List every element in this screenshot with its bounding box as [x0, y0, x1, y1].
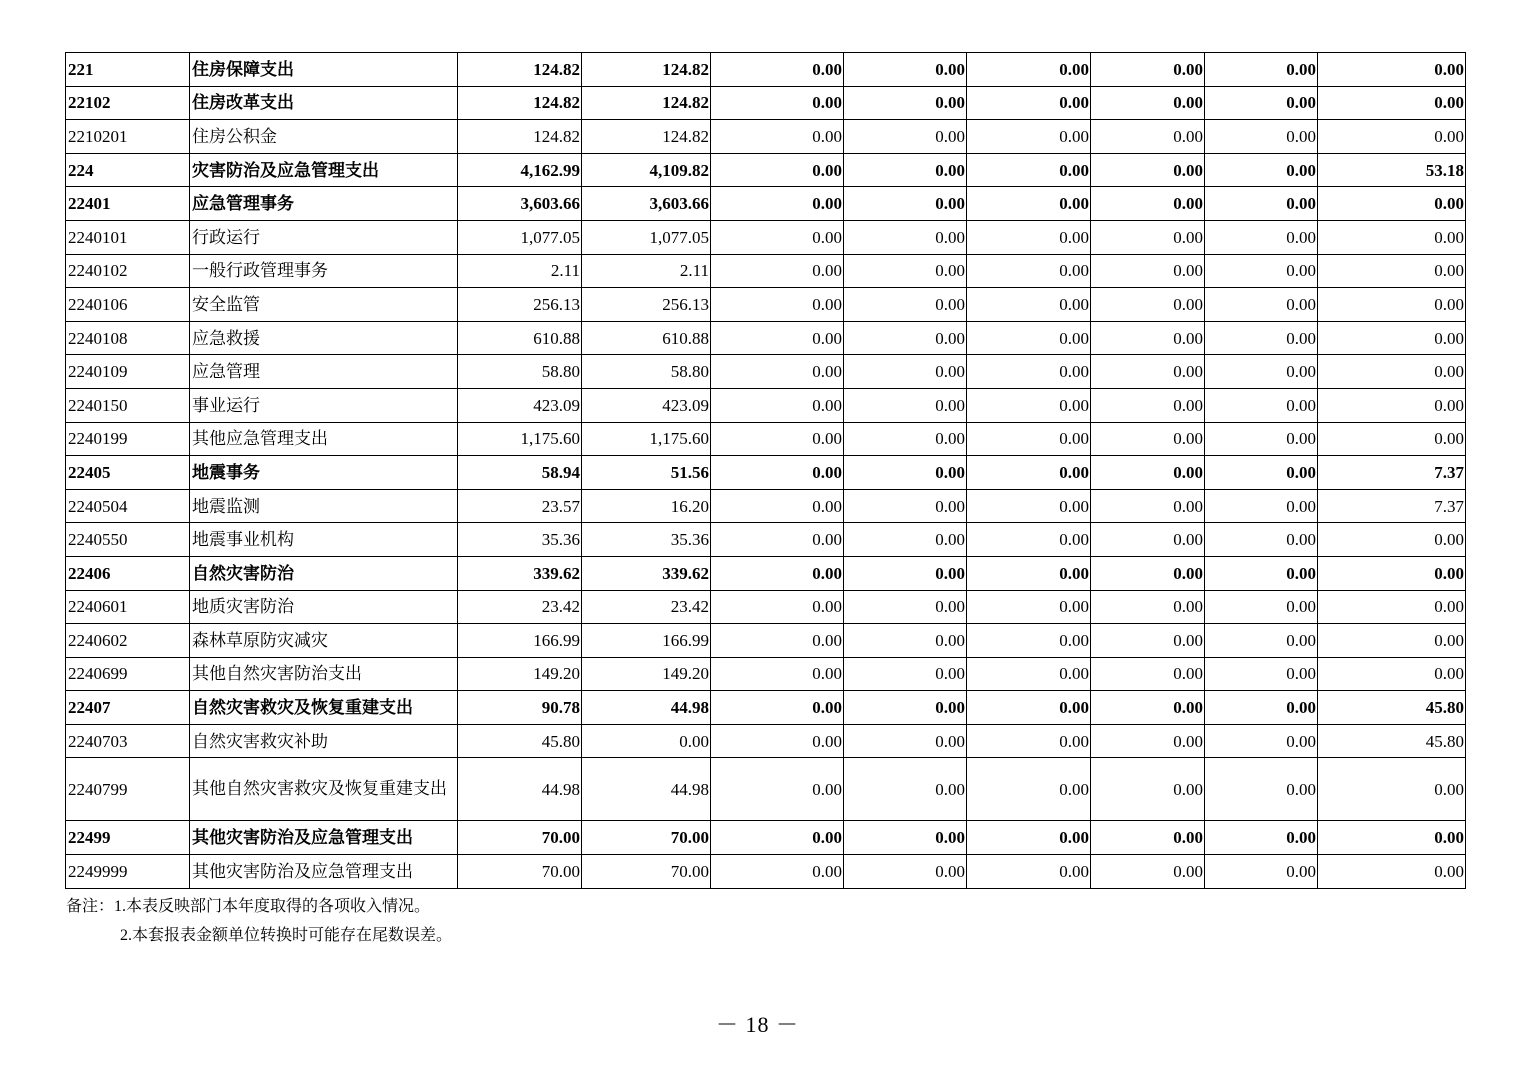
table-row — [66, 556, 1466, 590]
cell-value: 0.00 — [1205, 590, 1318, 624]
cell-value: 1,175.60 — [582, 422, 711, 456]
cell-value: 0.00 — [1318, 758, 1466, 821]
cell-value: 0.00 — [1091, 724, 1205, 758]
cell-value: 0.00 — [1091, 355, 1205, 389]
cell-value: 0.00 — [1318, 53, 1466, 87]
cell-value: 0.00 — [1091, 624, 1205, 658]
cell-code: 2240602 — [66, 624, 190, 658]
cell-value: 0.00 — [711, 153, 844, 187]
cell-value: 0.00 — [844, 724, 967, 758]
cell-code: 2240799 — [66, 758, 190, 821]
cell-value: 0.00 — [711, 86, 844, 120]
cell-value: 0.00 — [1318, 120, 1466, 154]
cell-value: 70.00 — [458, 821, 582, 855]
table-row — [66, 355, 1466, 389]
table-row — [66, 120, 1466, 154]
cell-value: 0.00 — [1091, 321, 1205, 355]
cell-value: 0.00 — [844, 821, 967, 855]
cell-value: 0.00 — [1091, 821, 1205, 855]
table-row — [66, 86, 1466, 120]
cell-value: 0.00 — [711, 120, 844, 154]
cell-value: 149.20 — [582, 657, 711, 691]
cell-value: 0.00 — [711, 657, 844, 691]
table-row — [66, 321, 1466, 355]
cell-value: 0.00 — [1205, 489, 1318, 523]
cell-value: 4,109.82 — [582, 153, 711, 187]
cell-value: 0.00 — [1205, 422, 1318, 456]
cell-value: 0.00 — [967, 590, 1091, 624]
cell-code: 2240101 — [66, 220, 190, 254]
cell-value: 0.00 — [967, 120, 1091, 154]
cell-value: 0.00 — [844, 254, 967, 288]
cell-value: 90.78 — [458, 691, 582, 725]
cell-value: 0.00 — [1205, 821, 1318, 855]
cell-code: 224 — [66, 153, 190, 187]
cell-code: 2240102 — [66, 254, 190, 288]
cell-value: 0.00 — [1205, 556, 1318, 590]
cell-value: 0.00 — [1205, 724, 1318, 758]
table-row — [66, 53, 1466, 87]
cell-value: 44.98 — [582, 691, 711, 725]
cell-code: 22406 — [66, 556, 190, 590]
cell-name: 其他灾害防治及应急管理支出 — [190, 821, 458, 855]
cell-value: 0.00 — [967, 624, 1091, 658]
cell-value: 0.00 — [711, 288, 844, 322]
cell-value: 0.00 — [1091, 220, 1205, 254]
cell-code: 22405 — [66, 456, 190, 490]
cell-value: 0.00 — [844, 355, 967, 389]
cell-value: 0.00 — [967, 556, 1091, 590]
table-row — [66, 388, 1466, 422]
cell-value: 0.00 — [1091, 456, 1205, 490]
cell-name: 应急救援 — [190, 321, 458, 355]
cell-name: 其他自然灾害救灾及恢复重建支出 — [190, 758, 458, 821]
table-row — [66, 220, 1466, 254]
table-row — [66, 489, 1466, 523]
cell-value: 7.37 — [1318, 489, 1466, 523]
cell-value: 58.80 — [582, 355, 711, 389]
cell-code: 22407 — [66, 691, 190, 725]
table-row — [66, 456, 1466, 490]
cell-value: 0.00 — [844, 489, 967, 523]
cell-name: 地震事业机构 — [190, 523, 458, 557]
cell-value: 51.56 — [582, 456, 711, 490]
cell-code: 2240106 — [66, 288, 190, 322]
cell-value: 423.09 — [458, 388, 582, 422]
cell-value: 0.00 — [1318, 624, 1466, 658]
cell-value: 53.18 — [1318, 153, 1466, 187]
cell-value: 0.00 — [844, 53, 967, 87]
cell-value: 339.62 — [458, 556, 582, 590]
cell-value: 124.82 — [458, 86, 582, 120]
cell-value: 0.00 — [1318, 855, 1466, 889]
cell-value: 0.00 — [1318, 388, 1466, 422]
cell-value: 1,077.05 — [582, 220, 711, 254]
cell-value: 423.09 — [582, 388, 711, 422]
cell-value: 256.13 — [458, 288, 582, 322]
cell-value: 45.80 — [458, 724, 582, 758]
cell-value: 0.00 — [711, 624, 844, 658]
cell-value: 0.00 — [1091, 855, 1205, 889]
cell-code: 22499 — [66, 821, 190, 855]
cell-value: 0.00 — [711, 220, 844, 254]
table-row — [66, 821, 1466, 855]
cell-value: 0.00 — [1091, 120, 1205, 154]
cell-value: 0.00 — [711, 691, 844, 725]
cell-value: 1,077.05 — [458, 220, 582, 254]
cell-name: 森林草原防灾减灾 — [190, 624, 458, 658]
cell-name: 安全监管 — [190, 288, 458, 322]
cell-value: 0.00 — [1205, 691, 1318, 725]
cell-value: 0.00 — [1091, 254, 1205, 288]
table-row — [66, 422, 1466, 456]
cell-code: 2240109 — [66, 355, 190, 389]
cell-value: 70.00 — [458, 855, 582, 889]
cell-name: 地质灾害防治 — [190, 590, 458, 624]
cell-name: 一般行政管理事务 — [190, 254, 458, 288]
cell-value: 0.00 — [1318, 355, 1466, 389]
cell-name: 事业运行 — [190, 388, 458, 422]
cell-name: 行政运行 — [190, 220, 458, 254]
cell-value: 35.36 — [458, 523, 582, 557]
cell-value: 0.00 — [1205, 657, 1318, 691]
cell-value: 0.00 — [844, 691, 967, 725]
cell-value: 0.00 — [1091, 523, 1205, 557]
cell-value: 70.00 — [582, 821, 711, 855]
cell-value: 3,603.66 — [458, 187, 582, 221]
cell-value: 45.80 — [1318, 724, 1466, 758]
cell-value: 0.00 — [967, 489, 1091, 523]
cell-value: 0.00 — [711, 758, 844, 821]
cell-value: 0.00 — [711, 489, 844, 523]
cell-value: 0.00 — [967, 422, 1091, 456]
cell-value: 0.00 — [967, 691, 1091, 725]
cell-code: 2210201 — [66, 120, 190, 154]
cell-value: 0.00 — [711, 590, 844, 624]
cell-value: 0.00 — [967, 220, 1091, 254]
cell-value: 0.00 — [1205, 153, 1318, 187]
cell-value: 3,603.66 — [582, 187, 711, 221]
cell-value: 2.11 — [458, 254, 582, 288]
cell-value: 0.00 — [967, 657, 1091, 691]
cell-value: 0.00 — [967, 523, 1091, 557]
cell-value: 0.00 — [967, 758, 1091, 821]
cell-value: 58.94 — [458, 456, 582, 490]
cell-value: 0.00 — [844, 153, 967, 187]
cell-value: 0.00 — [582, 724, 711, 758]
cell-value: 0.00 — [1205, 53, 1318, 87]
cell-value: 0.00 — [1318, 254, 1466, 288]
cell-value: 0.00 — [844, 758, 967, 821]
cell-value: 0.00 — [1091, 657, 1205, 691]
cell-name: 地震事务 — [190, 456, 458, 490]
cell-value: 124.82 — [582, 120, 711, 154]
table-body — [66, 53, 1466, 889]
cell-value: 0.00 — [711, 456, 844, 490]
cell-value: 124.82 — [582, 86, 711, 120]
cell-value: 0.00 — [1091, 489, 1205, 523]
cell-value: 58.80 — [458, 355, 582, 389]
cell-value: 0.00 — [844, 220, 967, 254]
table-row — [66, 288, 1466, 322]
cell-value: 0.00 — [967, 855, 1091, 889]
cell-value: 0.00 — [967, 153, 1091, 187]
cell-value: 0.00 — [1091, 556, 1205, 590]
cell-value: 70.00 — [582, 855, 711, 889]
cell-name: 自然灾害救灾补助 — [190, 724, 458, 758]
cell-code: 2240699 — [66, 657, 190, 691]
cell-value: 0.00 — [1205, 388, 1318, 422]
cell-value: 0.00 — [1205, 187, 1318, 221]
cell-value: 0.00 — [711, 556, 844, 590]
cell-name: 住房保障支出 — [190, 53, 458, 87]
cell-value: 0.00 — [1091, 590, 1205, 624]
cell-name: 地震监测 — [190, 489, 458, 523]
cell-value: 0.00 — [711, 53, 844, 87]
cell-value: 0.00 — [1205, 254, 1318, 288]
cell-code: 2240108 — [66, 321, 190, 355]
cell-value: 0.00 — [1091, 153, 1205, 187]
cell-value: 0.00 — [844, 120, 967, 154]
table-row — [66, 691, 1466, 725]
cell-value: 0.00 — [1318, 590, 1466, 624]
cell-value: 0.00 — [1091, 691, 1205, 725]
cell-value: 0.00 — [1205, 288, 1318, 322]
cell-value: 0.00 — [1318, 422, 1466, 456]
page-number: － 18 － — [715, 1012, 799, 1037]
cell-value: 0.00 — [844, 523, 967, 557]
cell-value: 0.00 — [1205, 86, 1318, 120]
cell-value: 0.00 — [1318, 821, 1466, 855]
table-row — [66, 724, 1466, 758]
cell-name: 应急管理 — [190, 355, 458, 389]
cell-value: 0.00 — [967, 187, 1091, 221]
cell-value: 256.13 — [582, 288, 711, 322]
cell-value: 0.00 — [844, 187, 967, 221]
cell-name: 自然灾害防治 — [190, 556, 458, 590]
cell-value: 0.00 — [1318, 288, 1466, 322]
cell-value: 45.80 — [1318, 691, 1466, 725]
table-row — [66, 624, 1466, 658]
cell-value: 166.99 — [582, 624, 711, 658]
cell-value: 0.00 — [1091, 53, 1205, 87]
cell-code: 2240601 — [66, 590, 190, 624]
cell-value: 0.00 — [967, 456, 1091, 490]
cell-value: 0.00 — [844, 624, 967, 658]
cell-name: 住房改革支出 — [190, 86, 458, 120]
cell-code: 2249999 — [66, 855, 190, 889]
cell-value: 0.00 — [967, 321, 1091, 355]
cell-value: 0.00 — [711, 355, 844, 389]
cell-value: 0.00 — [711, 821, 844, 855]
cell-value: 16.20 — [582, 489, 711, 523]
table-row — [66, 855, 1466, 889]
cell-value: 44.98 — [582, 758, 711, 821]
cell-value: 339.62 — [582, 556, 711, 590]
cell-value: 0.00 — [1318, 321, 1466, 355]
cell-value: 0.00 — [844, 456, 967, 490]
note-line-2: 2.本套报表金额单位转换时可能存在尾数误差。 — [120, 927, 453, 944]
cell-value: 0.00 — [1205, 456, 1318, 490]
notes — [66, 892, 452, 950]
cell-code: 2240199 — [66, 422, 190, 456]
cell-code: 2240550 — [66, 523, 190, 557]
cell-name: 其他应急管理支出 — [190, 422, 458, 456]
cell-value: 124.82 — [458, 53, 582, 87]
cell-value: 0.00 — [711, 422, 844, 456]
cell-value: 0.00 — [711, 187, 844, 221]
cell-value: 2.11 — [582, 254, 711, 288]
cell-value: 0.00 — [1205, 523, 1318, 557]
cell-name: 应急管理事务 — [190, 187, 458, 221]
cell-value: 0.00 — [967, 388, 1091, 422]
cell-value: 0.00 — [1318, 220, 1466, 254]
cell-value: 0.00 — [1205, 624, 1318, 658]
cell-value: 7.37 — [1318, 456, 1466, 490]
cell-value: 4,162.99 — [458, 153, 582, 187]
cell-value: 0.00 — [967, 355, 1091, 389]
cell-value: 1,175.60 — [458, 422, 582, 456]
cell-value: 610.88 — [582, 321, 711, 355]
cell-value: 0.00 — [844, 556, 967, 590]
cell-value: 0.00 — [1318, 556, 1466, 590]
cell-value: 0.00 — [967, 724, 1091, 758]
cell-value: 0.00 — [844, 590, 967, 624]
cell-value: 0.00 — [711, 388, 844, 422]
cell-value: 35.36 — [582, 523, 711, 557]
cell-value: 0.00 — [844, 855, 967, 889]
cell-value: 0.00 — [711, 523, 844, 557]
cell-value: 124.82 — [458, 120, 582, 154]
cell-value: 0.00 — [844, 422, 967, 456]
table-row — [66, 254, 1466, 288]
cell-value: 0.00 — [1091, 288, 1205, 322]
cell-name: 灾害防治及应急管理支出 — [190, 153, 458, 187]
cell-value: 0.00 — [1318, 86, 1466, 120]
cell-value: 149.20 — [458, 657, 582, 691]
cell-value: 0.00 — [1205, 355, 1318, 389]
cell-value: 0.00 — [844, 288, 967, 322]
cell-value: 124.82 — [582, 53, 711, 87]
cell-value: 0.00 — [1091, 187, 1205, 221]
cell-value: 0.00 — [967, 86, 1091, 120]
cell-name: 自然灾害救灾及恢复重建支出 — [190, 691, 458, 725]
cell-code: 22102 — [66, 86, 190, 120]
table-row — [66, 523, 1466, 557]
cell-value: 0.00 — [1205, 120, 1318, 154]
cell-name: 其他自然灾害防治支出 — [190, 657, 458, 691]
cell-value: 0.00 — [844, 388, 967, 422]
cell-code: 221 — [66, 53, 190, 87]
cell-value: 0.00 — [1205, 758, 1318, 821]
cell-value: 0.00 — [844, 657, 967, 691]
cell-value: 0.00 — [711, 855, 844, 889]
cell-value: 23.57 — [458, 489, 582, 523]
table-row — [66, 657, 1466, 691]
cell-code: 2240150 — [66, 388, 190, 422]
cell-value: 0.00 — [1205, 321, 1318, 355]
cell-value: 610.88 — [458, 321, 582, 355]
cell-value: 0.00 — [844, 86, 967, 120]
cell-value: 0.00 — [1091, 422, 1205, 456]
table-row — [66, 758, 1466, 821]
cell-value: 0.00 — [967, 821, 1091, 855]
cell-value: 23.42 — [458, 590, 582, 624]
cell-value: 23.42 — [582, 590, 711, 624]
cell-value: 0.00 — [1205, 855, 1318, 889]
cell-value: 166.99 — [458, 624, 582, 658]
cell-value: 0.00 — [711, 321, 844, 355]
cell-value: 0.00 — [1091, 86, 1205, 120]
cell-value: 44.98 — [458, 758, 582, 821]
note-line-1: 备注：1.本表反映部门本年度取得的各项收入情况。 — [66, 898, 431, 915]
table-row — [66, 187, 1466, 221]
cell-code: 2240504 — [66, 489, 190, 523]
cell-code: 2240703 — [66, 724, 190, 758]
cell-value: 0.00 — [967, 53, 1091, 87]
cell-value: 0.00 — [1318, 657, 1466, 691]
cell-value: 0.00 — [1318, 187, 1466, 221]
cell-name: 其他灾害防治及应急管理支出 — [190, 855, 458, 889]
table-row — [66, 590, 1466, 624]
table-row — [66, 153, 1466, 187]
budget-table — [65, 52, 1466, 889]
cell-value: 0.00 — [1318, 523, 1466, 557]
cell-code: 22401 — [66, 187, 190, 221]
cell-value: 0.00 — [711, 724, 844, 758]
cell-value: 0.00 — [1091, 758, 1205, 821]
cell-value: 0.00 — [1091, 388, 1205, 422]
cell-value: 0.00 — [967, 288, 1091, 322]
cell-value: 0.00 — [967, 254, 1091, 288]
cell-value: 0.00 — [844, 321, 967, 355]
cell-value: 0.00 — [1205, 220, 1318, 254]
cell-name: 住房公积金 — [190, 120, 458, 154]
cell-value: 0.00 — [711, 254, 844, 288]
